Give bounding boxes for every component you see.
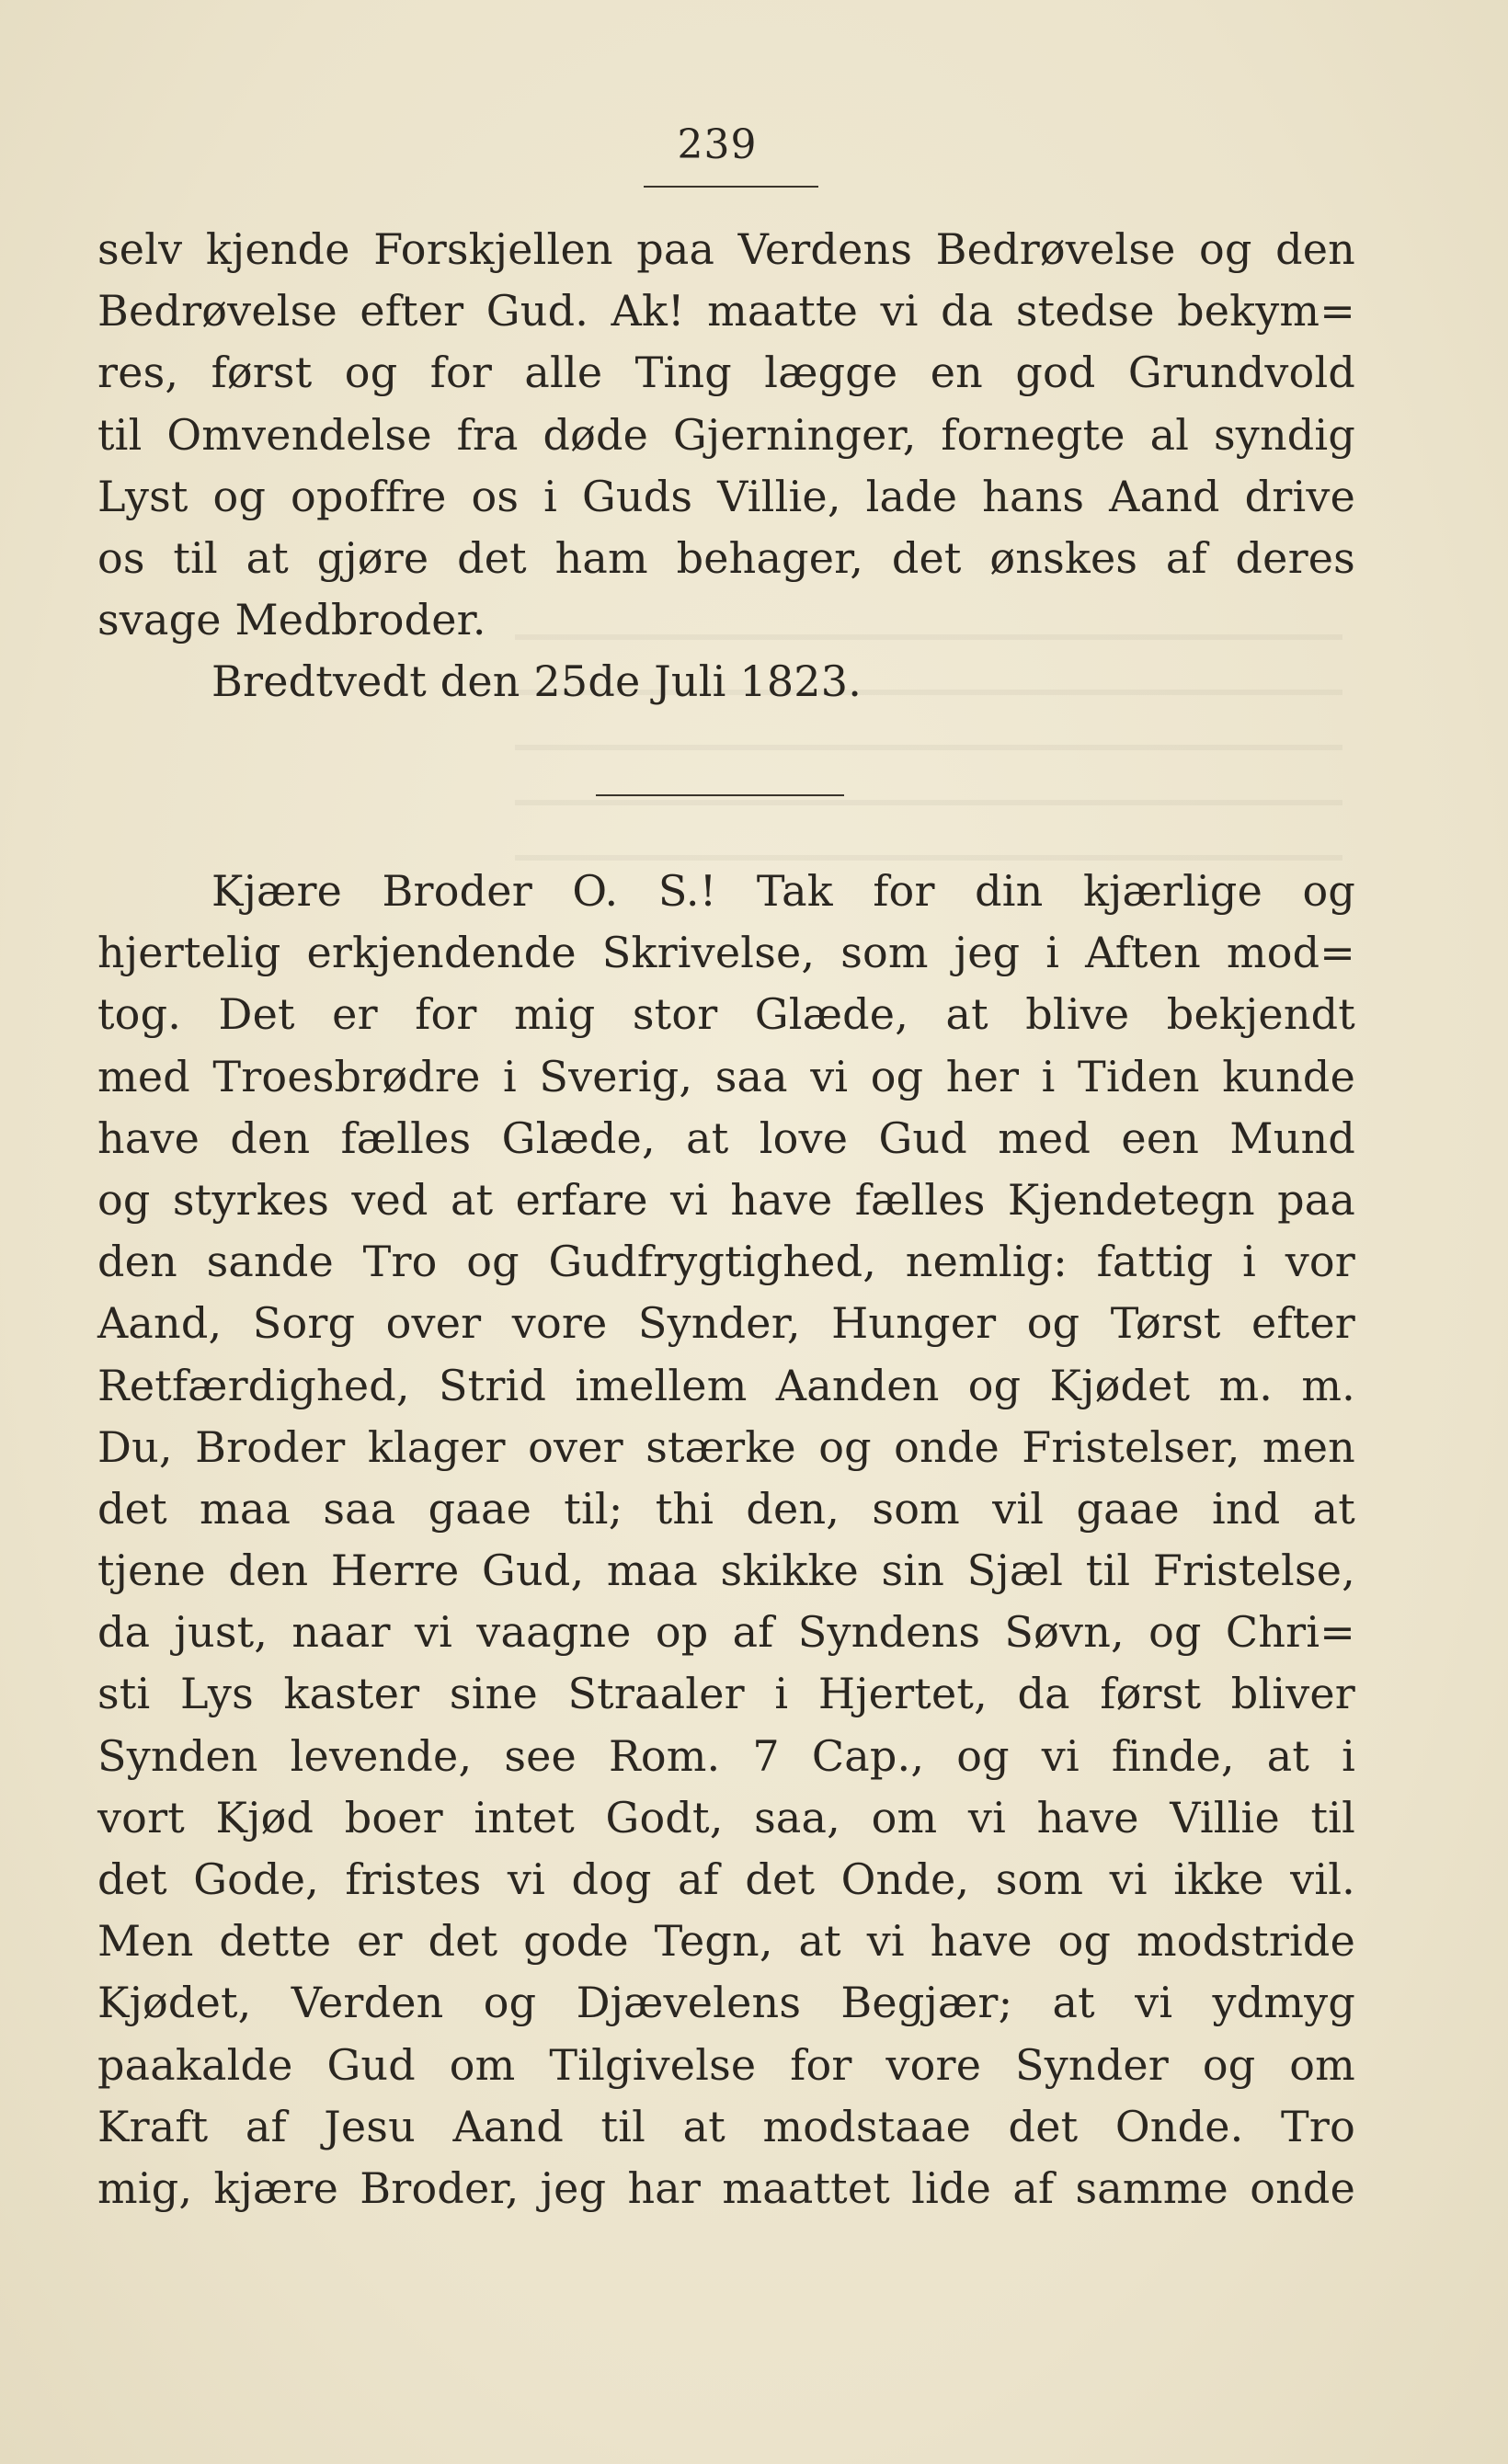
text-line: Bedrøvelse efter Gud. Ak! maatte vi da stedse bekym= xyxy=(97,286,1355,337)
letter-closing-block xyxy=(97,219,1355,713)
text-line: Kraft af Jesu Aand til at modstaae det Onde. Tro xyxy=(97,2101,1355,2151)
text-line: Lyst og opoffre os i Guds Villie, lade hans Aand drive xyxy=(97,471,1355,521)
text-line: det Gode, fristes vi dog af det Onde, som vi ikke vil. xyxy=(97,1854,1355,1904)
text-line: Retfærdighed, Strid imellem Aanden og Kjødet m. m. xyxy=(97,1360,1355,1410)
header-rule xyxy=(644,186,818,188)
text-line: tog. Det er for mig stor Glæde, at blive bekjendt xyxy=(97,989,1355,1040)
salutation-line: Kjære Broder O. S.! Tak for din kjærlige og xyxy=(211,866,1355,916)
text-line: Du, Broder klager over stærke og onde Fristelser, men xyxy=(97,1421,1355,1472)
text-line: Aand, Sorg over vore Synder, Hunger og Tørst efter xyxy=(97,1298,1355,1349)
text-line: den sande Tro og Gudfrygtighed, nemlig: fattig i vor xyxy=(97,1237,1355,1287)
text-line: det maa saa gaae til; thi den, som vil gaae ind at xyxy=(97,1483,1355,1534)
text-line: have den fælles Glæde, at love Gud med een Mund xyxy=(97,1112,1355,1163)
text-line: da just, naar vi vaagne op af Syndens Søvn, og Chri= xyxy=(97,1607,1355,1658)
text-line: sti Lys kaster sine Straaler i Hjertet, da først bliver xyxy=(97,1669,1355,1719)
text-line: selv kjende Forskjellen paa Verdens Bedrøvelse og den xyxy=(97,224,1355,274)
section-divider xyxy=(596,794,844,796)
dateline: Bredtvedt den 25de Juli 1823. xyxy=(211,656,863,707)
text-line: Synden levende, see Rom. 7 Cap., og vi finde, at i xyxy=(97,1730,1355,1781)
text-line: paakalde Gud om Tilgivelse for vore Synder og om xyxy=(97,2039,1355,2090)
page-number: 239 xyxy=(677,121,758,168)
text-line: mig, kjære Broder, jeg har maattet lide af samme onde xyxy=(97,2162,1355,2213)
text-line: os til at gjøre det ham behager, det ønskes af deres xyxy=(97,532,1355,583)
text-line: tjene den Herre Gud, maa skikke sin Sjæl til Fristelse, xyxy=(97,1546,1355,1596)
text-line: med Troesbrødre i Sverig, saa vi og her i Tiden kunde xyxy=(97,1051,1355,1101)
letter-body xyxy=(97,861,1355,2219)
text-line: og styrkes ved at erfare vi have fælles Kjendetegn paa xyxy=(97,1174,1355,1225)
text-line: til Omvendelse fra døde Gjerninger, fornegte al syndig xyxy=(97,409,1355,460)
signature-line: svage Medbroder. xyxy=(97,595,486,645)
text-line: vort Kjød boer intet Godt, saa, om vi have Villie til xyxy=(97,1792,1355,1842)
text-line: Kjødet, Verden og Djævelens Begjær; at vi ydmyg xyxy=(97,1978,1355,2028)
text-line: hjertelig erkjendende Skrivelse, som jeg i Aften mod= xyxy=(97,928,1355,978)
text-line: res, først og for alle Ting lægge en god Grundvold xyxy=(97,348,1355,398)
text-line: Men dette er det gode Tegn, at vi have og modstride xyxy=(97,1916,1355,1967)
